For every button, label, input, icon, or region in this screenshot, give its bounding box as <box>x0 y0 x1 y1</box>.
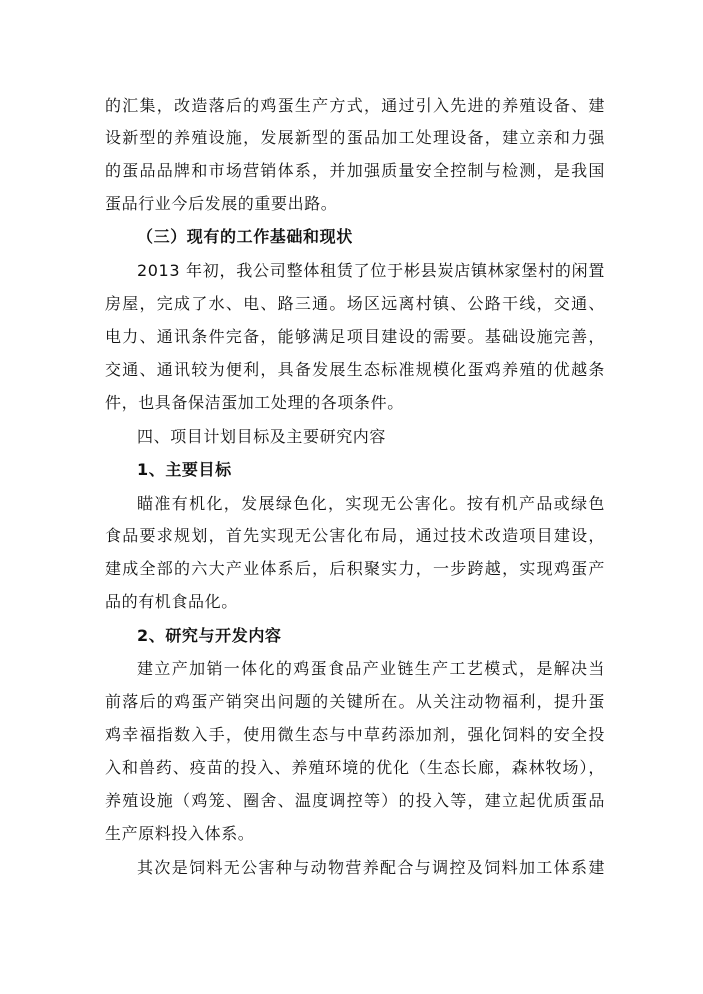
paragraph-line: 电力、通讯条件完备，能够满足项目建设的需要。基础设施完善， <box>105 327 605 346</box>
paragraph-line: 鸡幸福指数入手，使用微生态与中草药添加剂，强化饲料的安全投 <box>105 725 605 744</box>
paragraph-line: 前落后的鸡蛋产销突出问题的关键所在。从关注动物福利，提升蛋 <box>105 692 605 711</box>
paragraph-line: 瞄准有机化，发展绿色化，实现无公害化。按有机产品或绿色 <box>137 494 605 513</box>
paragraph-line: 件，也具备保洁蛋加工处理的各项条件。 <box>105 393 404 412</box>
paragraph-line: 建立产加销一体化的鸡蛋食品产业链生产工艺模式，是解决当 <box>137 659 605 678</box>
paragraph-line: 交通、通讯较为便利，具备发展生态标准规模化蛋鸡养殖的优越条 <box>105 360 605 379</box>
paragraph-line: 设新型的养殖设施，发展新型的蛋品加工处理设备，建立亲和力强 <box>105 128 605 147</box>
subsection-heading: 1、主要目标 <box>137 460 232 479</box>
paragraph-line: 食品要求规划，首先实现无公害化布局，通过技术改造项目建设， <box>105 526 605 545</box>
subsection-heading: 2、研究与开发内容 <box>137 626 282 645</box>
paragraph-line: 生产原料投入体系。 <box>105 824 255 843</box>
paragraph-line: 其次是饲料无公害种与动物营养配合与调控及饲料加工体系建 <box>137 858 605 877</box>
chapter-heading: 四、项目计划目标及主要研究内容 <box>137 427 387 446</box>
paragraph-line: 品的有机食品化。 <box>105 592 238 611</box>
paragraph-line: 2013 年初，我公司整体租赁了位于彬县炭店镇林家堡村的闲置 <box>137 261 605 280</box>
paragraph-line: 房屋，完成了水、电、路三通。场区远离村镇、公路干线，交通、 <box>105 294 605 313</box>
section-heading: （三）现有的工作基础和现状 <box>137 227 353 246</box>
paragraph-line: 入和兽药、疫苗的投入、养殖环境的优化（生态长廊，森林牧场）， <box>105 758 605 777</box>
paragraph-line: 的汇集，改造落后的鸡蛋生产方式，通过引入先进的养殖设备、建 <box>105 96 605 115</box>
paragraph-line: 养殖设施（鸡笼、圈舍、温度调控等）的投入等，建立起优质蛋品 <box>105 791 605 810</box>
paragraph-line: 建成全部的六大产业体系后，后积聚实力，一步跨越，实现鸡蛋产 <box>105 559 605 578</box>
paragraph-line: 蛋品行业今后发展的重要出路。 <box>105 194 338 213</box>
paragraph-line: 的蛋品品牌和市场营销体系，并加强质量安全控制与检测，是我国 <box>105 161 605 180</box>
